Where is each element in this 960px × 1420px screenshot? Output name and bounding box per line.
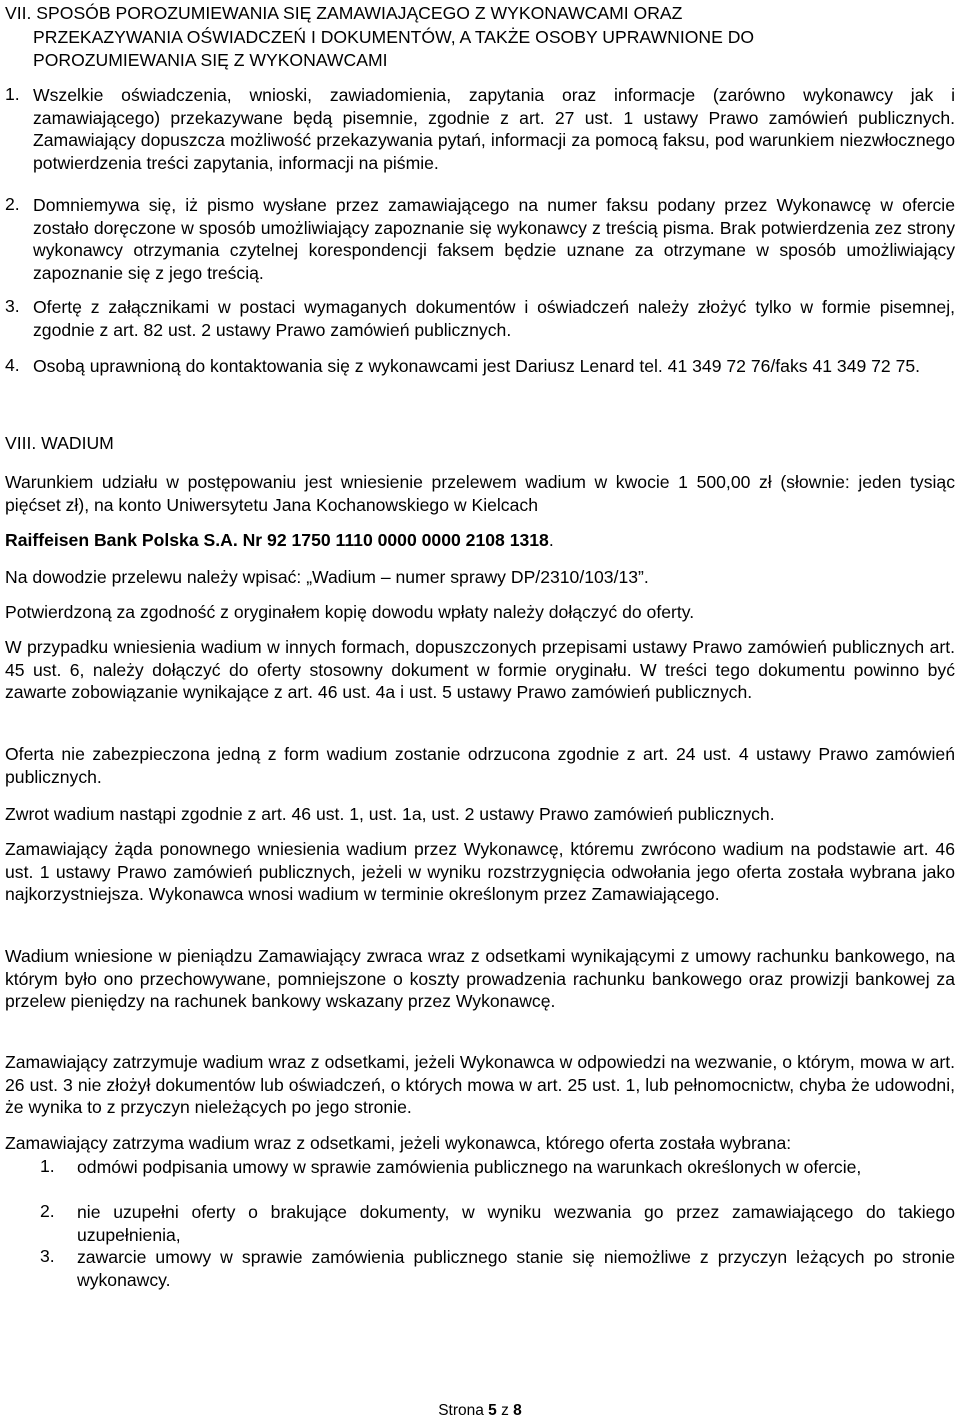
retain-list-item [40, 1246, 955, 1291]
retain-list-item [40, 1201, 955, 1246]
item-number: 2. [5, 194, 20, 214]
bank-account [5, 530, 955, 551]
heading-line: VII. SPOSÓB POROZUMIEWANIA SIĘ ZAMAWIAJĄCEGO Z WYKONAWCAMI ORAZ [5, 3, 683, 23]
retain-paragraph: Zamawiający zatrzymuje wadium wraz z odsetkami, jeżeli Wykonawca w odpowiedzi na wezwanie, o którym, mowa w art. 26 ust. 3 nie złożył dokumentów lub oświadczeń, o których mowa w art. 25 ust. 1, lub pełnomocnictw, chyba że udowodni, że wynika to z przyczyn nieleżących po jego stronie. [5, 1052, 955, 1117]
page-footer [0, 1402, 960, 1420]
section-7-item [5, 84, 955, 174]
item-text: Ofertę z załącznikami w postaci wymaganych dokumentów i oświadczeń należy złożyć tylko w formie pisemnej, zgodnie z art. 82 ust. 2 ustawy Prawo zamówień publicznych. [33, 297, 955, 340]
item-number: 3. [40, 1246, 55, 1266]
wadium-intro: Warunkiem udziału w postępowaniu jest wniesienie przelewem wadium w kwocie 1 500,00 zł (słownie: jeden tysiąc pięćset zł), na konto Uniwersytetu Jana Kochanowskiego w Kielcach [5, 472, 955, 515]
copy-note: Potwierdzoną za zgodność z oryginałem kopię dowodu wpłaty należy dołączyć do oferty. [5, 602, 695, 622]
item-number: 1. [40, 1156, 55, 1176]
section-8-heading: VIII. WADIUM [5, 433, 114, 453]
item-number: 1. [5, 84, 20, 104]
item-text: nie uzupełni oferty o brakujące dokumenty, w wyniku wezwania go przez zamawiającego do takiego uzupełnienia, [77, 1202, 955, 1245]
item-text: Osobą uprawnioną do kontaktowania się z wykonawcami jest Dariusz Lenard tel. 41 349 72 76/faks 41 349 72 75. [33, 356, 921, 376]
section-7-item [5, 194, 955, 284]
item-number: 2. [40, 1201, 55, 1221]
footer-prefix: Strona [438, 1402, 489, 1419]
transfer-note: Na dowodzie przelewu należy wpisać: „Wadium – numer sprawy DP/2310/103/13”. [5, 567, 649, 587]
total-pages: 8 [513, 1402, 522, 1419]
item-text: Domniemywa się, iż pismo wysłane przez zamawiającego na numer faksu podany przez Wykonawcę w ofercie zostało doręczone w sposób umożliwiający zapoznanie się wykonawcy z treścią pisma. Brak potwierdzenia zez strony wykonawcy otrzymania czytelnej korespondencji faksem będzie uznane za otrzymane w sposób umożliwiający zapoznanie się z jego treścią. [33, 195, 955, 283]
other-forms-paragraph: W przypadku wniesienia wadium w innych formach, dopuszczonych przepisami ustawy Prawo zamówień publicznych art. 45 ust. 6, należy dołączyć do oferty stosowny dokument w formie oryginału. W treści tego dokumentu powinno być zawarte zobowiązanie wynikające z art. 46 ust. 4a i ust. 5 ustawy Prawo zamówień publicznych. [5, 637, 955, 702]
heading-line: POROZUMIEWANIA SIĘ Z WYKONAWCAMI [33, 50, 388, 70]
heading-line: PRZEKAZYWANIA OŚWIADCZEŃ I DOKUMENTÓW, A TAKŻE OSOBY UPRAWNIONE DO [33, 26, 755, 47]
item-number: 3. [5, 296, 20, 316]
return-paragraph: Zwrot wadium nastąpi zgodnie z art. 46 ust. 1, ust. 1a, ust. 2 ustawy Prawo zamówień publicznych. [5, 804, 775, 824]
section-7-item [5, 296, 955, 341]
footer-middle: z [496, 1402, 514, 1419]
re-deposit-paragraph: Zamawiający żąda ponownego wniesienia wadium przez Wykonawcę, któremu zwrócono wadium na podstawie art. 46 ust. 1 ustawy Prawo zamówień publicznych, jeżeli w wyniku rozstrzygnięcia odwołania jego oferta została wybrana jako najkorzystniejsza. Wykonawca wnosi wadium w terminie określonym przez Zamawiającego. [5, 839, 955, 904]
rejection-paragraph: Oferta nie zabezpieczona jedną z form wadium zostanie odrzucona zgodnie z art. 24 ust. 4 ustawy Prawo zamówień publicznych. [5, 744, 955, 787]
item-text: odmówi podpisania umowy w sprawie zamówienia publicznego na warunkach określonych w ofercie, [77, 1157, 862, 1177]
bank-account-number: Raiffeisen Bank Polska S.A. Nr 92 1750 1110 0000 0000 2108 1318 [5, 530, 549, 550]
section-7-item [5, 355, 955, 378]
bank-account-end: . [548, 530, 554, 550]
retain-list-item [40, 1156, 955, 1179]
current-page: 5 [488, 1402, 497, 1419]
cash-return-paragraph: Wadium wniesione w pieniądzu Zamawiający zwraca wraz z odsetkami wynikającymi z umowy rachunku bankowego, na którym było ono przechowywane, pomniejszone o koszty prowadzenia rachunku bankowego oraz prowizji bankowej za przelew pieniędzy na rachunek bankowy wskazany przez Wykonawcę. [5, 946, 955, 1011]
retain-intro: Zamawiający zatrzyma wadium wraz z odsetkami, jeżeli wykonawca, którego oferta została wybrana: [5, 1133, 792, 1153]
section-7-heading [5, 2, 955, 73]
item-number: 4. [5, 355, 20, 375]
item-text: Wszelkie oświadczenia, wnioski, zawiadomienia, zapytania oraz informacje (zarówno wykonawcy jak i zamawiającego) przekazywane będą pisemnie, zgodnie z art. 27 ust. 1 ustawy Prawo zamówień publicznych. Zamawiający dopuszcza możliwość przekazywania pytań, informacji za pomocą faksu, pod warunkiem niezwłocznego potwierdzenia treści zapytania, informacji na piśmie. [33, 85, 955, 173]
item-text: zawarcie umowy w sprawie zamówienia publicznego stanie się niemożliwe z przyczyn leżących po stronie wykonawcy. [77, 1247, 955, 1290]
